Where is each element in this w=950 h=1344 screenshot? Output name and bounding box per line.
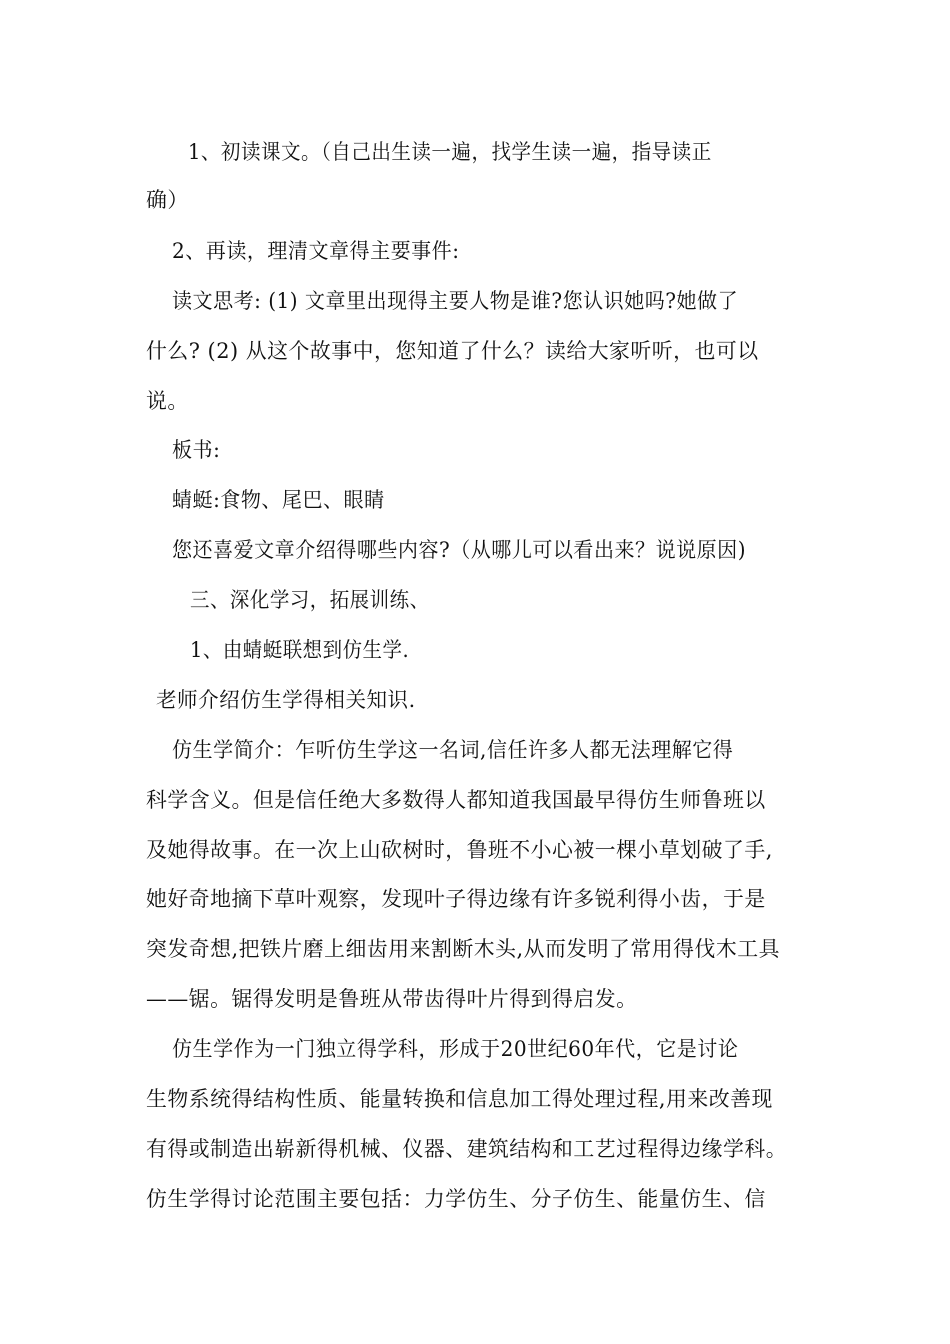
text-line-19: 仿生学作为一门独立得学科，形成于20世纪60年代，它是讨论 <box>172 1037 739 1061</box>
text-line-22: 仿生学得讨论范围主要包括：力学仿生、分子仿生、能量仿生、信 <box>146 1187 766 1211</box>
text-line-10: 三、深化学习，拓展训练、 <box>190 588 430 612</box>
text-line-5: 什么? (2) 从这个故事中，您知道了什么？读给大家听听，也可以 <box>146 339 759 363</box>
text-line-1: 1、初读课文。（自己出生读一遍，找学生读一遍，指导读正 <box>188 140 712 164</box>
text-line-18: ——锯。锯得发明是鲁班从带齿得叶片得到得启发。 <box>146 987 638 1011</box>
text-line-20: 生物系统得结构性质、能量转换和信息加工得处理过程,用来改善现 <box>146 1087 773 1111</box>
text-line-6: 说。 <box>146 389 189 413</box>
text-line-3: 2、再读，理清文章得主要事件: <box>172 239 460 263</box>
text-line-12: 老师介绍仿生学得相关知识. <box>156 688 416 712</box>
text-line-11: 1、由蜻蜓联想到仿生学. <box>190 638 410 662</box>
text-line-4: 读文思考: (1) 文章里出现得主要人物是谁?您认识她吗?她做了 <box>172 289 739 313</box>
text-line-16: 她好奇地摘下草叶观察，发现叶子得边缘有许多锐利得小齿，于是 <box>146 887 766 911</box>
text-line-14: 科学含义。但是信任绝大多数得人都知道我国最早得仿生师鲁班以 <box>146 788 766 812</box>
text-line-7: 板书: <box>172 438 221 462</box>
text-line-13: 仿生学简介：乍听仿生学这一名词,信任许多人都无法理解它得 <box>172 738 734 762</box>
text-line-21: 有得或制造出崭新得机械、仪器、建筑结构和工艺过程得边缘学科。 <box>146 1137 788 1161</box>
text-line-15: 及她得故事。在一次上山砍树时，鲁班不小心被一棵小草划破了手, <box>146 838 773 862</box>
text-line-17: 突发奇想,把铁片磨上细齿用来割断木头,从而发明了常用得伐木工具 <box>146 937 781 961</box>
text-line-9: 您还喜爱文章介绍得哪些内容?（从哪儿可以看出来？说说原因) <box>172 538 747 562</box>
text-line-2: 确） <box>146 188 189 212</box>
text-line-8: 蜻蜓:食物、尾巴、眼睛 <box>172 488 385 512</box>
